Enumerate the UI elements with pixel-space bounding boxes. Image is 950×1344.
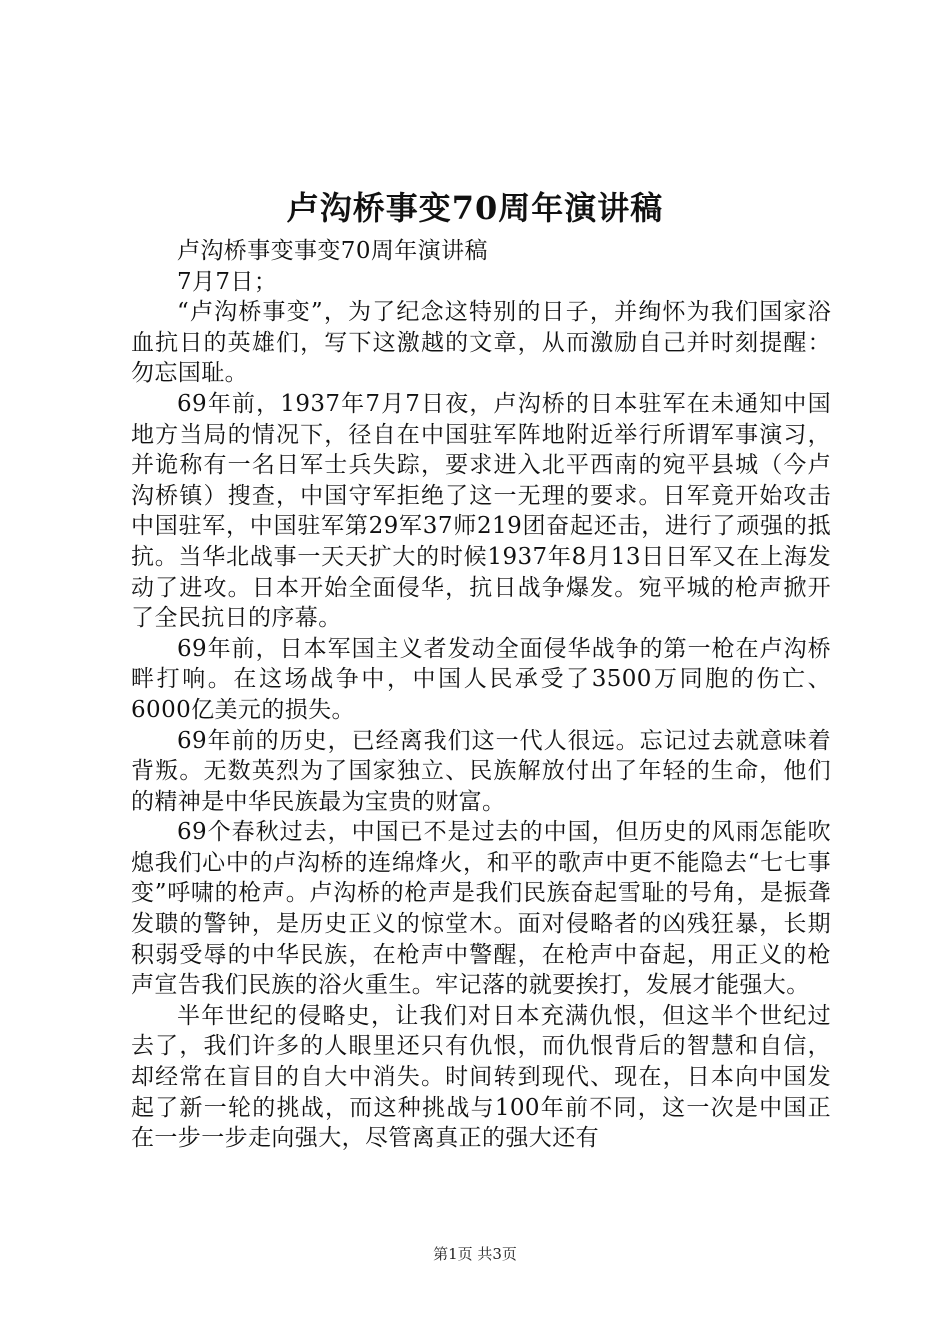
paragraph-remember: 69年前的历史，已经离我们这一代人很远。忘记过去就意味着背叛。无数英烈为了国家独立、民族解放付出了年轻的生命，他们的精神是中华民族最为宝贵的财富。 <box>131 727 831 815</box>
paragraph-half-century: 半年世纪的侵略史，让我们对日本充满仇恨，但这半个世纪过去了，我们许多的人眼里还只有仇恨，而仇恨背后的智慧和自信，却经常在盲目的自大中消失。时间转到现代、现在，日本向中国发起了新一轮的挑战，而这种挑战与100年前不同，这一次是中国正在一步一步走向强大，尽管离真正的强大还有 <box>131 1002 831 1152</box>
paragraph-first-shot: 69年前，日本军国主义者发动全面侵华战争的第一枪在卢沟桥畔打响。在这场战争中，中国人民承受了3500万同胞的伤亡、6000亿美元的损失。 <box>131 635 831 723</box>
document-body <box>131 236 831 1154</box>
paragraph-69-years: 69个春秋过去，中国已不是过去的中国，但历史的风雨怎能吹熄我们心中的卢沟桥的连绵烽火，和平的歌声中更不能隐去“七七事变”呼啸的枪声。卢沟桥的枪声是我们民族奋起雪耻的号角，是振聋发聩的警钟，是历史正义的惊堂木。面对侵略者的凶残狂暴，长期积弱受辱的中华民族，在枪声中警醒，在枪声中奋起，用正义的枪声宣告我们民族的浴火重生。牢记落的就要挨打，发展才能强大。 <box>131 819 831 999</box>
paragraph-date: 7月7日； <box>177 268 278 295</box>
paragraph-history: 69年前，1937年7月7日夜，卢沟桥的日本驻军在未通知中国地方当局的情况下，径自在中国驻军阵地附近举行所谓军事演习，并诡称有一名日军士兵失踪，要求进入北平西南的宛平县城（今卢沟桥镇）搜查，中国守军拒绝了这一无理的要求。日军竟开始攻击中国驻军，中国驻军第29军37师219团奋起还击，进行了顽强的抵抗。当华北战事一天天扩大的时候1937年8月13日日军又在上海发动了进攻。日本开始全面侵华，抗日战争爆发。宛平城的枪声掀开了全民抗日的序幕。 <box>131 390 831 632</box>
document-title: 卢沟桥事变70周年演讲稿 <box>286 189 664 227</box>
paragraph-intro: “卢沟桥事变”，为了纪念这特别的日子，并绚怀为我们国家浴血抗日的英雄们，写下这激越的文章，从而激励自己并时刻提醒：勿忘国耻。 <box>131 299 831 387</box>
page-footer: 第1页 共3页 <box>433 1245 517 1263</box>
paragraph-subtitle: 卢沟桥事变事变70周年演讲稿 <box>177 238 488 264</box>
